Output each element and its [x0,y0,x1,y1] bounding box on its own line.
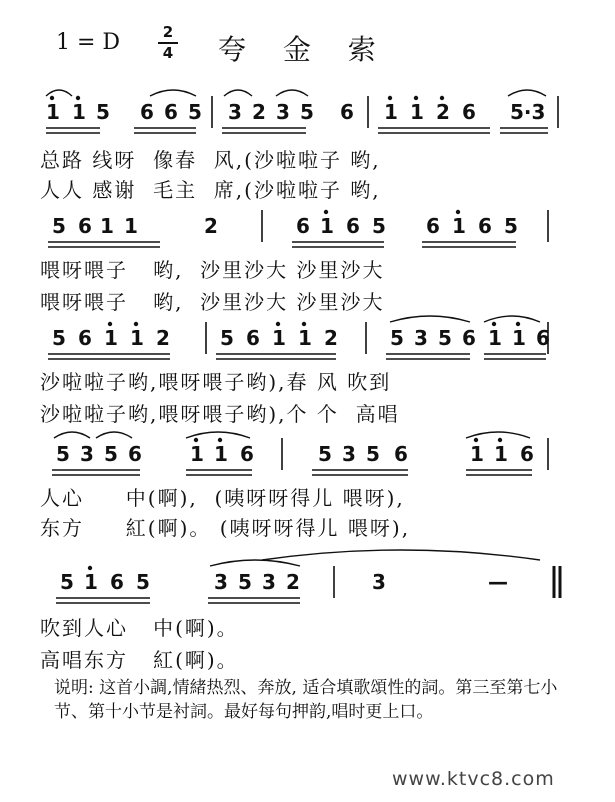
note-r3-2: 6 [78,326,92,350]
note-r3-10: 2 [324,326,338,350]
slur-arc [96,432,132,438]
slur-arc [224,90,252,96]
note-r5-2: 1 [84,570,98,594]
note-r2-4: 1 [124,214,138,238]
note-r4-4: 6 [128,442,142,466]
note-r5-3: 6 [110,570,124,594]
note-r4-9: 3 [342,442,356,466]
note-r2-2: 6 [78,214,92,238]
note-r4-13: 1 [494,442,508,466]
lyric-row2-verse1: 喂呀喂子 哟, 沙里沙大 沙里沙大 [40,258,385,282]
note-r3-16: 1 [512,326,526,350]
note-r2-9: 5 [372,214,386,238]
note-r2-11: 1 [452,214,466,238]
time-signature-top: 2 [162,23,174,41]
lyric-row3-verse1: 沙啦啦子哟,喂呀喂子哟),春 风 吹到 [40,370,392,394]
note-r4-12: 1 [470,442,484,466]
slur-arc [46,90,72,96]
tie-arc [262,550,540,560]
note-r4-10: 5 [366,442,380,466]
note-r3-11: 5 [390,326,404,350]
watermark: www.ktvc8.com [392,768,555,790]
note-r1-4: 6 [140,100,154,124]
note-r2-12: 6 [478,214,492,238]
note-r1-11: 6 [340,100,354,124]
lyric-row1-verse1: 总路 线呀 像春 风,(沙啦啦子 哟, [40,148,381,172]
note-r5-10: — [488,570,508,594]
lyric-row4-verse1: 人心 中(啊), (咦呀呀得儿 喂呀), [40,486,405,510]
note-r3-7: 6 [246,326,260,350]
note-r5-6: 5 [238,570,252,594]
note-r1-7: 3 [228,100,242,124]
lyric-row5-verse2: 高唱东方 紅(啊)。 [40,648,239,672]
slur-arc [466,432,530,438]
note-r3-8: 1 [272,326,286,350]
note-r1-5: 6 [164,100,178,124]
note-r1-13: 1 [410,100,424,124]
note-r3-9: 1 [298,326,312,350]
note-r3-12: 3 [414,326,428,350]
note-r1-16: 5·3 [510,100,546,124]
note-r1-3: 5 [96,100,110,124]
note-r2-13: 5 [504,214,518,238]
note-r3-5: 2 [156,326,170,350]
explanation-text: 说明: 这首小調,情緒热烈、奔放, 适合填歌頌性的詞。第三至第七小节、第十小节是衬詞。最好每句押韵,唱时更上口。 [54,678,558,722]
note-r2-10: 6 [426,214,440,238]
note-r4-6: 1 [214,442,228,466]
note-r1-10: 5 [300,100,314,124]
slur-arc [210,560,300,566]
lyric-row3-verse2: 沙啦啦子哟,喂呀喂子哟),个 个 高唱 [40,402,400,426]
note-r5-1: 5 [60,570,74,594]
note-r2-6: 6 [296,214,310,238]
song-title: 夸 金 索 [218,33,390,66]
note-r1-9: 3 [276,100,290,124]
lyric-row1-verse2: 人人 感谢 毛主 席,(沙啦啦子 哟, [40,178,381,202]
note-r2-1: 5 [52,214,66,238]
slur-arc [276,90,308,96]
lyric-row4-verse2: 东方 紅(啊)。 (咦呀呀得儿 喂呀), [40,516,411,540]
key-signature: 1 = D [56,30,121,55]
note-r3-17: 6 [536,326,550,350]
note-r4-7: 6 [240,442,254,466]
slur-arc [150,90,196,96]
note-r1-15: 6 [462,100,476,124]
note-r4-8: 5 [318,442,332,466]
note-r2-5: 2 [204,214,218,238]
note-r3-14: 6 [462,326,476,350]
note-r2-7: 1 [320,214,334,238]
slur-arc [484,316,540,322]
note-r3-1: 5 [52,326,66,350]
note-r2-8: 6 [346,214,360,238]
note-r3-15: 1 [488,326,502,350]
note-r2-3: 1 [100,214,114,238]
time-signature-bottom: 4 [162,44,174,62]
note-r4-2: 3 [80,442,94,466]
note-r5-4: 5 [136,570,150,594]
note-r5-8: 2 [286,570,300,594]
slur-arc [508,90,546,96]
note-r1-8: 2 [252,100,266,124]
note-r3-3: 1 [104,326,118,350]
note-r5-7: 3 [262,570,276,594]
note-r1-12: 1 [384,100,398,124]
lyric-row2-verse2: 喂呀喂子 哟, 沙里沙大 沙里沙大 [40,290,385,314]
note-r3-6: 5 [220,326,234,350]
slur-arc [390,316,470,322]
note-r1-14: 2 [436,100,450,124]
note-r3-4: 1 [130,326,144,350]
note-r1-6: 5 [188,100,202,124]
note-r4-5: 1 [190,442,204,466]
note-r5-5: 3 [214,570,228,594]
note-r4-11: 6 [394,442,408,466]
slur-arc [54,432,90,438]
note-r4-14: 6 [520,442,534,466]
note-r1-2: 1 [72,100,86,124]
note-r4-1: 5 [56,442,70,466]
note-r3-13: 5 [438,326,452,350]
note-r5-9: 3 [372,570,386,594]
slur-arc [186,432,250,438]
note-r4-3: 5 [104,442,118,466]
note-r1-1: 1 [46,100,60,124]
lyric-row5-verse1: 吹到人心 中(啊)。 [40,616,239,640]
